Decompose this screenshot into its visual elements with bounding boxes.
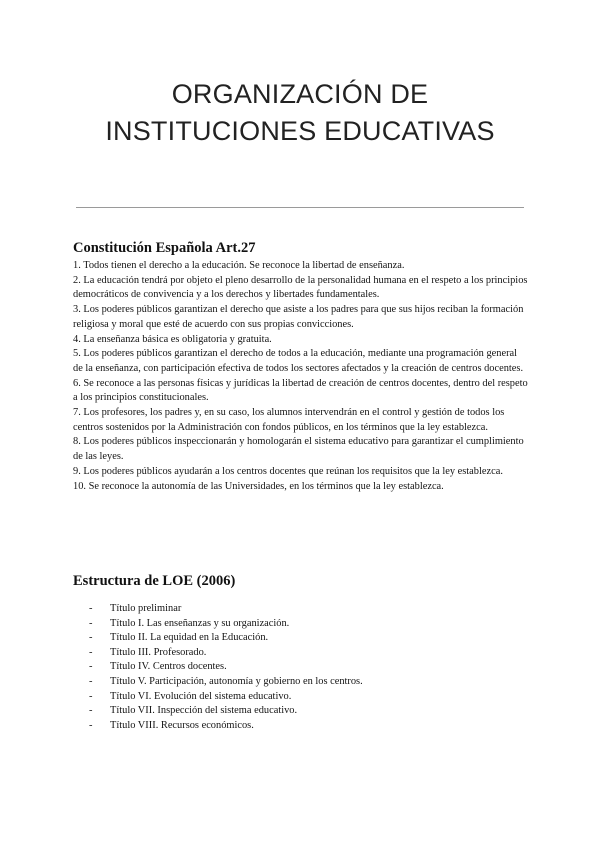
article-list — [73, 259, 528, 494]
list-item — [89, 690, 363, 705]
dash-bullet: - — [89, 661, 93, 673]
article-8: 8. Los poderes públicos inspeccionarán y homologarán el sistema educativo para garantizar el cumplimiento de las leyes. — [73, 436, 524, 463]
list-item — [89, 631, 363, 646]
dash-bullet: - — [89, 675, 93, 687]
list-item — [89, 719, 363, 734]
divider — [76, 207, 524, 208]
article-4: 4. La enseñanza básica es obligatoria y gratuita. — [73, 333, 272, 345]
article-10: 10. Se reconoce la autonomía de las Universidades, en los términos que la ley establezca. — [73, 480, 444, 492]
article-2: 2. La educación tendrá por objeto el pleno desarrollo de la personalidad humana en el respeto a los principios democráticos de convivencia y a los derechos y libertades fundamentales. — [73, 274, 528, 301]
page-title — [0, 76, 600, 150]
article-1: 1. Todos tienen el derecho a la educación. Se reconoce la libertad de enseñanza. — [73, 260, 405, 271]
article-6: 6. Se reconoce a las personas físicas y jurídicas la libertad de creación de centros docentes, dentro del respeto a los principios constitucionales. — [73, 377, 528, 404]
dash-bullet: - — [89, 646, 93, 658]
title-line-2: INSTITUCIONES EDUCATIVAS — [105, 116, 495, 146]
list-item — [89, 660, 363, 675]
article-3: 3. Los poderes públicos garantizan el derecho que asiste a los padres para que sus hijos reciban la formación religiosa y moral que esté de acuerdo con sus propias convicciones. — [73, 304, 524, 330]
loe-structure-list — [89, 602, 363, 733]
list-item-label: Título preliminar — [110, 603, 182, 614]
list-item-label: Título III. Profesorado. — [110, 646, 207, 658]
list-item-label: Título II. La equidad en la Educación. — [110, 632, 269, 644]
loe-heading: Estructura de LOE (2006) — [73, 573, 236, 589]
list-item-label: Título V. Participación, autonomía y gobierno en los centros. — [110, 675, 363, 687]
list-item — [89, 602, 363, 617]
title-line-1: ORGANIZACIÓN DE — [171, 79, 429, 109]
list-item — [89, 646, 363, 661]
dash-bullet: - — [89, 705, 93, 717]
list-item — [89, 704, 363, 719]
article-9: 9. Los poderes públicos ayudarán a los centros docentes que reúnan los requisitos que la ley establezca. — [73, 465, 503, 477]
list-item-label: Título VII. Inspección del sistema educativo. — [110, 705, 298, 717]
list-item — [89, 617, 363, 632]
dash-bullet: - — [89, 690, 93, 702]
article-5: 5. Los poderes públicos garantizan el derecho de todos a la educación, mediante una programación general de la enseñanza, con participación efectiva de todos los sectores afectados y la creación de centros docentes. — [73, 348, 524, 374]
list-item-label: Título I. Las enseñanzas y su organización. — [110, 617, 290, 629]
dash-bullet: - — [89, 603, 93, 614]
article-7: 7. Los profesores, los padres y, en su caso, los alumnos intervendrán en el control y gestión de todos los centros sostenidos por la Administración con fondos públicos, en los términos que la ley establezca. — [73, 407, 505, 433]
constitucion-heading: Constitución Española Art.27 — [73, 240, 256, 256]
dash-bullet: - — [89, 617, 93, 629]
dash-bullet: - — [89, 632, 93, 644]
list-item-label: Título IV. Centros docentes. — [110, 661, 227, 673]
list-item-label: Título VIII. Recursos económicos. — [110, 719, 254, 731]
list-item-label: Título VI. Evolución del sistema educativo. — [110, 690, 292, 702]
list-item — [89, 675, 363, 690]
dash-bullet: - — [89, 719, 93, 731]
